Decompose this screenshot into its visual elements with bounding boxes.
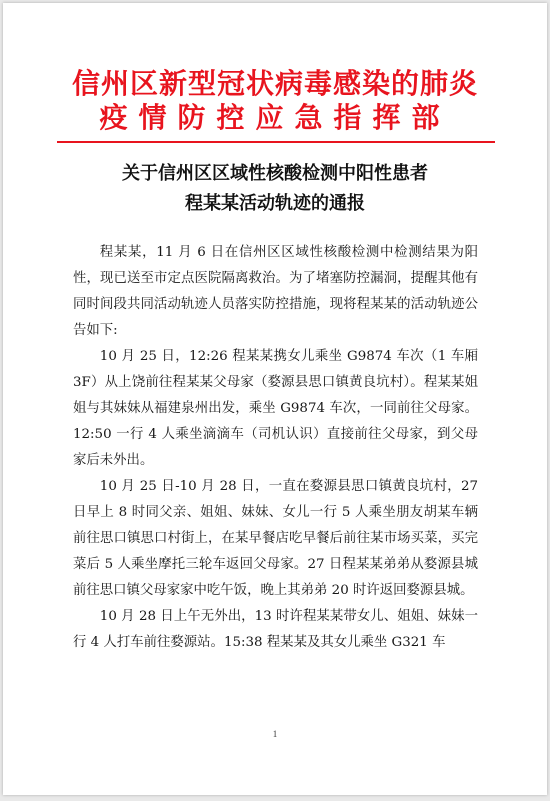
document-title-line2: 程某某活动轨迹的通报 — [185, 193, 365, 214]
document-body — [73, 240, 478, 656]
document-title-line1: 关于信州区区域性核酸检测中阳性患者 — [122, 163, 428, 184]
document-title — [3, 159, 547, 219]
paragraph-oct28: 10 月 28 日上午无外出，13 时许程某某带女儿、姐姐、妹妹一行 4 人打车前往婺源站。15:38 程某某及其女儿乘坐 G321 车 — [73, 609, 478, 650]
paragraph-oct25-28: 10 月 25 日-10 月 28 日，一直在婺源县思口镇黄良坑村，27 日早上 8 时同父亲、姐姐、妹妹、女儿一行 5 人乘坐朋友胡某车辆前往思口镇思口村街上，在某早餐店吃早餐后前往某市场买菜，买完菜后 5 人乘坐摩托三轮车返回父母家。27 日程某某弟弟从婺源县城前往思口镇父母家家中吃午饭，晚上其弟弟 20 时许返回婺源县城。 — [73, 479, 478, 598]
issuer-header-line2: 疫情防控应急指挥部 — [99, 101, 451, 134]
issuer-header-line1: 信州区新型冠状病毒感染的肺炎 — [71, 67, 478, 100]
red-divider-line — [57, 141, 495, 143]
document-page — [3, 3, 547, 795]
page-number: 1 — [272, 729, 278, 739]
issuer-header — [3, 67, 547, 135]
paragraph-oct25: 10 月 25 日，12:26 程某某携女儿乘坐 G9874 车次（1 车厢 3F）从上饶前往程某某父母家（婺源县思口镇黄良坑村）。程某某姐姐与其妹妹从福建泉州出发，乘坐 G9874 车次，一同前往父母家。12:50 一行 4 人乘坐滴滴车（司机认识）直接前往父母家，到父母家后未外出。 — [73, 349, 478, 468]
paragraph-intro: 程某某，11 月 6 日在信州区区域性核酸检测中检测结果为阳性，现已送至市定点医院隔离救治。为了堵塞防控漏洞，提醒其他有同时间段共同活动轨迹人员落实防控措施，现将程某某的活动轨迹公告如下: — [73, 245, 478, 338]
